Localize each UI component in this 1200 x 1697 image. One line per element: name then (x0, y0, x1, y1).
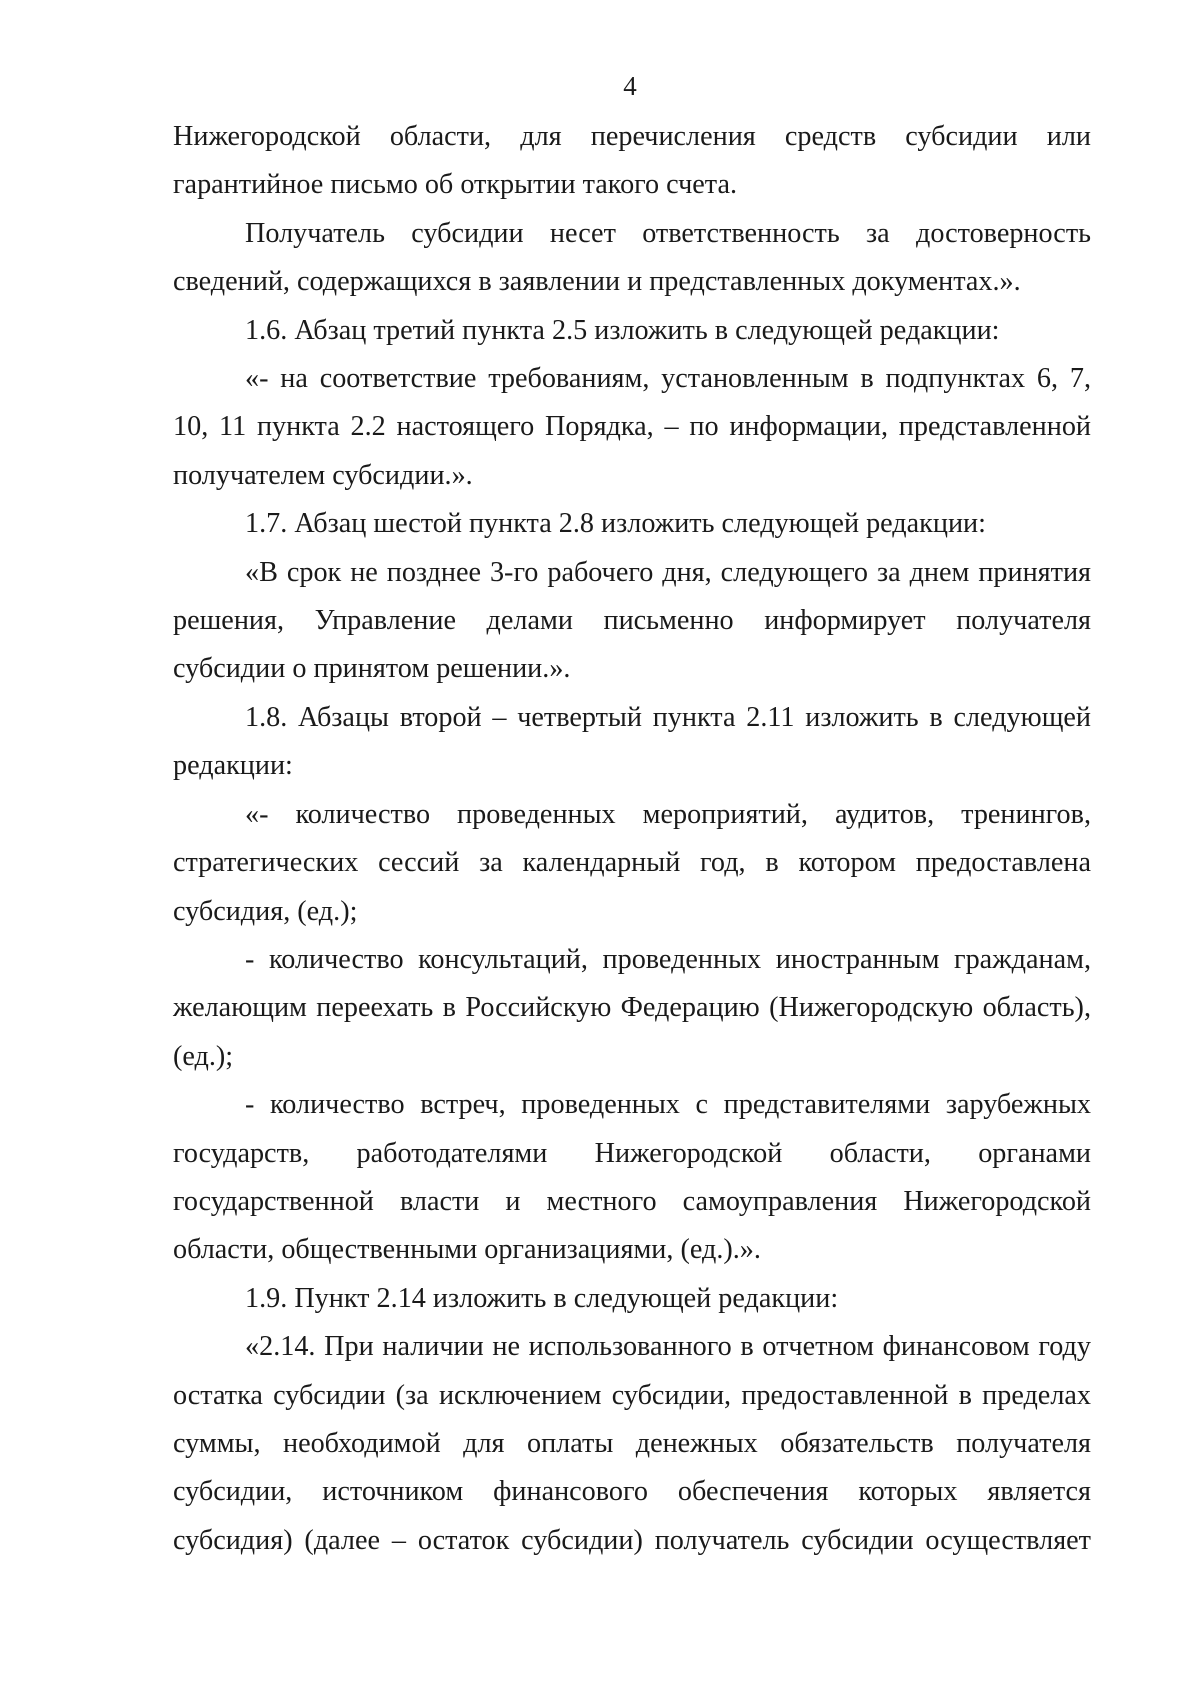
paragraph-item-1-8: 1.8. Абзацы второй – четвертый пункта 2.11 изложить в следующей редакции: (173, 701, 1091, 782)
paragraph-quote-1-8-c: - количество встреч, проведенных с представителями зарубежных государств, работодателями Нижегородской области, органами государственной власти и местного самоуправления Нижегородской области, общественными организациями, (ед.).». (173, 1089, 1091, 1266)
paragraph-quote-2-14: «2.14. При наличии не использованного в отчетном финансовом году остатка субсидии (за исключением субсидии, предоставленной в пределах суммы, необходимой для оплаты денежных обязательств получателя субсидии, источником финансового обеспечения которых является субсидия) (далее – остаток субсидии) получатель субсидии осуществляет (173, 1331, 1091, 1556)
paragraph-quote-1-8-b: - количество консультаций, проведенных иностранным гражданам, желающим переехать в Российскую Федерацию (Нижегородскую область), (ед.); (173, 943, 1091, 1072)
paragraph-quote-1-7: «В срок не позднее 3-го рабочего дня, следующего за днем принятия решения, Управление делами письменно информирует получателя субсидии о принятом решении.». (173, 556, 1091, 685)
document-body (173, 113, 1091, 1565)
paragraph-item-1-9: 1.9. Пункт 2.14 изложить в следующей редакции: (245, 1282, 839, 1314)
paragraph-item-1-7: 1.7. Абзац шестой пункта 2.8 изложить следующей редакции: (245, 508, 986, 540)
paragraph-quote-1-6: «- на соответствие требованиям, установленным в подпунктах 6, 7, 10, 11 пункта 2.2 настоящего Порядка, – по информации, представленной получателем субсидии.». (173, 363, 1091, 491)
paragraph-continuation: Нижегородской области, для перечисления средств субсидии или гарантийное письмо об открытии такого счета. (173, 121, 1091, 201)
paragraph-quote-1-8-a: «- количество проведенных мероприятий, аудитов, тренингов, стратегических сессий за календарный год, в котором предоставлена субсидия, (ед.); (173, 798, 1091, 927)
paragraph-item-1-6: 1.6. Абзац третий пункта 2.5 изложить в следующей редакции: (245, 314, 1000, 346)
paragraph-responsibility: Получатель субсидии несет ответственность за достоверность сведений, содержащихся в заявлении и представленных документах.». (173, 217, 1091, 298)
page-number: 4 (623, 71, 637, 101)
